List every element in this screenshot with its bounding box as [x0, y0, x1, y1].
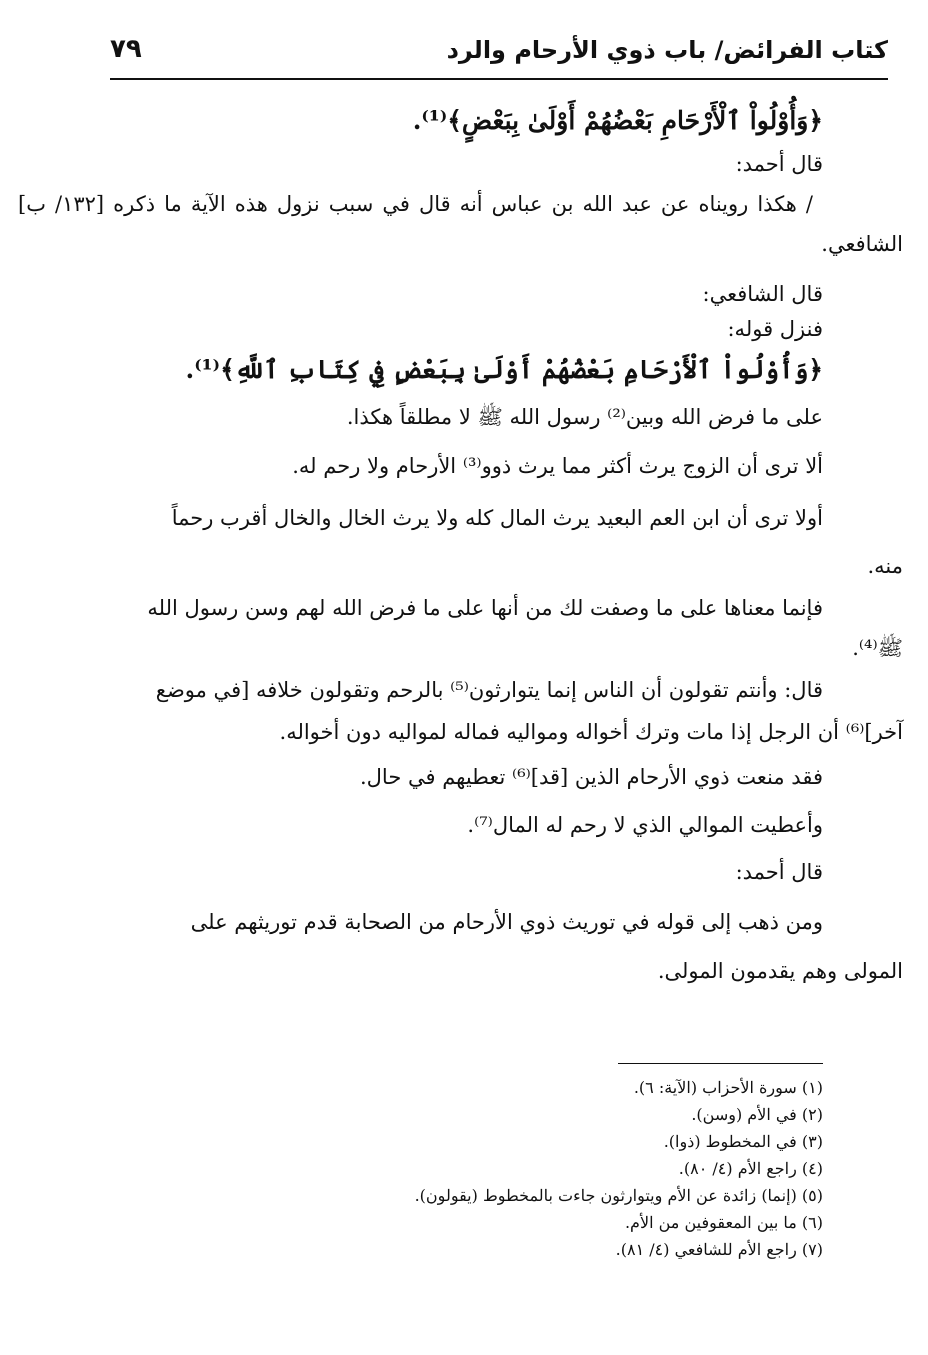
- text-line: قال أحمد:: [735, 860, 823, 884]
- footnote: (٧) راجع الأم للشافعي (٤/ ٨١).: [615, 1240, 823, 1259]
- footnotes: [100, 1074, 823, 1263]
- text-line: [18, 184, 823, 224]
- text-line: فنزل قوله:: [727, 317, 823, 341]
- text-line: ألا ترى أن الزوج يرث أكثر مما يرث ذوو⁽³⁾ الأرحام ولا رحم له.: [292, 454, 823, 478]
- text-line-continuation: منه.: [867, 554, 903, 578]
- main-text: [18, 98, 903, 994]
- text-line-continuation: آخر]⁽⁶⁾ أن الرجل إذا مات وترك أخواله ومواليه فماله لمواليه دون أخواله.: [279, 720, 903, 744]
- footnote: (٤) راجع الأم (٤/ ٨٠).: [678, 1159, 823, 1178]
- footnote: (١) سورة الأحزاب (الآية: ٦).: [633, 1078, 823, 1097]
- spacer: [28, 264, 823, 276]
- text-line: قال الشافعي:: [702, 282, 823, 306]
- text-line-continuation: ﷺ⁽⁴⁾.: [852, 636, 903, 660]
- footnote-rule: [618, 1063, 823, 1064]
- running-title: كتاب الفرائض/ باب ذوي الأرحام والرد: [446, 36, 888, 64]
- quran-verse: ﴿وَأُوْلُواْ ٱلْأَرْحَامِ بَعْضُهُمْ أَوْلَىٰ بِبَعْضٍ﴾⁽¹⁾.: [412, 106, 823, 135]
- page-header: [110, 30, 888, 80]
- text-line: قال أحمد:: [735, 152, 823, 176]
- text-line: أولا ترى أن ابن العم البعيد يرث المال كله ولا يرث الخال والخال أقرب رحماً: [171, 506, 823, 530]
- text-line-continuation: الشافعي.: [821, 232, 903, 256]
- text-line: وأعطيت الموالي الذي لا رحم له المال⁽⁷⁾.: [467, 813, 823, 837]
- text-line: ومن ذهب إلى قوله في توريث ذوي الأرحام من الصحابة قدم توريثهم على: [190, 910, 823, 934]
- text-line: قال: وأنتم تقولون أن الناس إنما يتوارثون⁽⁵⁾ بالرحم وتقولون خلافه [في موضع: [155, 678, 823, 702]
- text-line: فقد منعت ذوي الأرحام الذين [قد]⁽⁶⁾ تعطيهم في حال.: [359, 765, 823, 789]
- text-line: على ما فرض الله وبين⁽²⁾ رسول الله ﷺ لا مطلقاً هكذا.: [346, 405, 823, 429]
- footnote: (٣) في المخطوط (ذوا).: [663, 1132, 823, 1151]
- text-line: فإنما معناها على ما وصفت لك من أنها على ما فرض الله لهم وسن رسول الله: [147, 596, 823, 620]
- footnote: (٦) ما بين المعقوفين من الأم.: [624, 1213, 823, 1232]
- text-line-content: / هكذا رويناه عن عبد الله بن عباس أنه قال في سبب نزول هذه الآية ما ذكره [١٣٢/ ب]: [18, 192, 813, 216]
- footnote: (٥) (إنما) زائدة عن الأم ويتوارثون جاءت بالمخطوط (يقولون).: [414, 1186, 823, 1205]
- text-line-continuation: المولى وهم يقدمون المولى.: [657, 959, 903, 983]
- page-number: ٧٩: [110, 34, 142, 64]
- quran-verse: ﴿وَأُوْلُواْ ٱلْأَرْحَامِ بَعْضُهُمْ أَوْلَىٰ بِبَعْضٍ فِي كِتَابِ ٱللَّهِ﴾⁽¹⁾.: [185, 355, 823, 384]
- footnote: (٢) في الأم (وسن).: [691, 1105, 823, 1124]
- header-rule: [110, 78, 888, 80]
